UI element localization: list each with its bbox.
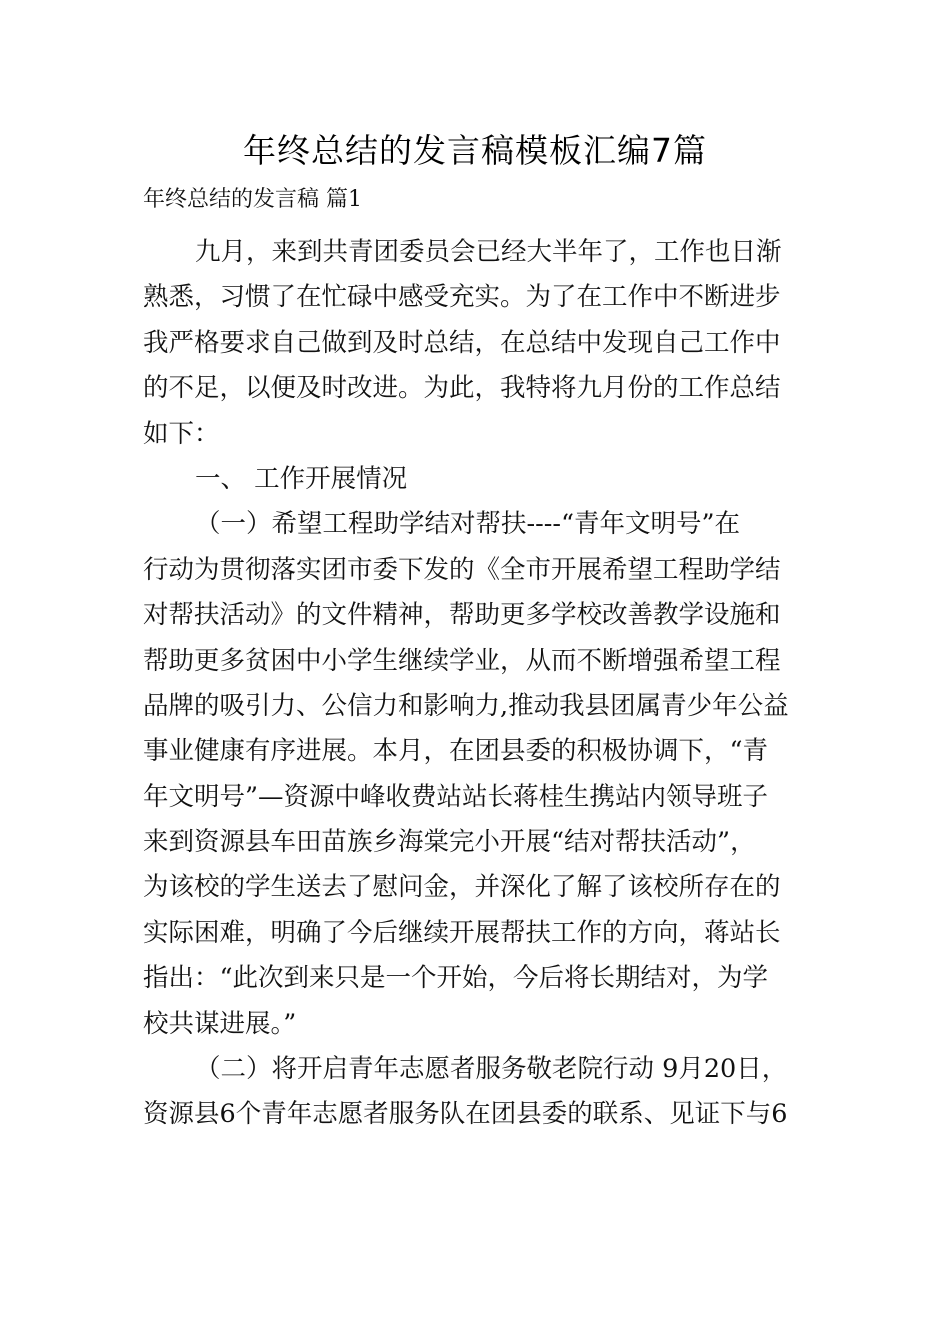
paragraph-line: 如下： <box>143 418 220 449</box>
section-heading: 一、 工作开展情况 <box>195 463 408 494</box>
paragraph-line: （二）将开启青年志愿者服务敬老院行动 9月20日， <box>195 1054 788 1085</box>
document-title: 年终总结的发言稿模板汇编7篇 <box>243 131 707 170</box>
paragraph-line: （一）希望工程助学结对帮扶----“青年文明号”在 <box>195 509 741 540</box>
paragraph-line: 资源县6个青年志愿者服务队在团县委的联系、见证下与6 <box>143 1099 788 1130</box>
paragraph-line: 我严格要求自己做到及时总结，在总结中发现自己工作中 <box>143 327 781 358</box>
paragraph-line: 对帮扶活动》的文件精神，帮助更多学校改善教学设施和 <box>143 600 781 631</box>
paragraph-line: 来到资源县车田苗族乡海棠完小开展“结对帮扶活动”， <box>143 827 756 858</box>
paragraph-line: 事业健康有序进展。本月，在团县委的积极协调下，“青 <box>143 736 769 767</box>
paragraph-line: 行动为贯彻落实团市委下发的《全市开展希望工程助学结 <box>143 554 781 585</box>
paragraph-line: 熟悉，习惯了在忙碌中感受充实。为了在工作中不断进步 <box>143 282 781 313</box>
paragraph-line: 的不足，以便及时改进。为此，我特将九月份的工作总结 <box>143 373 781 404</box>
section-subtitle: 年终总结的发言稿 篇1 <box>143 187 362 212</box>
paragraph-line: 为该校的学生送去了慰问金，并深化了解了该校所存在的 <box>143 872 781 903</box>
paragraph-line: 年文明号”—资源中峰收费站站长蒋桂生携站内领导班子 <box>143 781 769 812</box>
paragraph-line: 实际困难，明确了今后继续开展帮扶工作的方向，蒋站长 <box>143 917 781 948</box>
paragraph-line: 校共谋进展。” <box>143 1008 297 1039</box>
paragraph-line: 指出：“此次到来只是一个开始，今后将长期结对，为学 <box>143 963 769 994</box>
paragraph-line: 九月，来到共青团委员会已经大半年了，工作也日渐 <box>195 237 782 267</box>
document-body <box>143 230 807 1138</box>
paragraph-line: 品牌的吸引力、公信力和影响力,推动我县团属青少年公益 <box>143 690 789 721</box>
paragraph-line: 帮助更多贫困中小学生继续学业，从而不断增强希望工程 <box>143 645 781 676</box>
